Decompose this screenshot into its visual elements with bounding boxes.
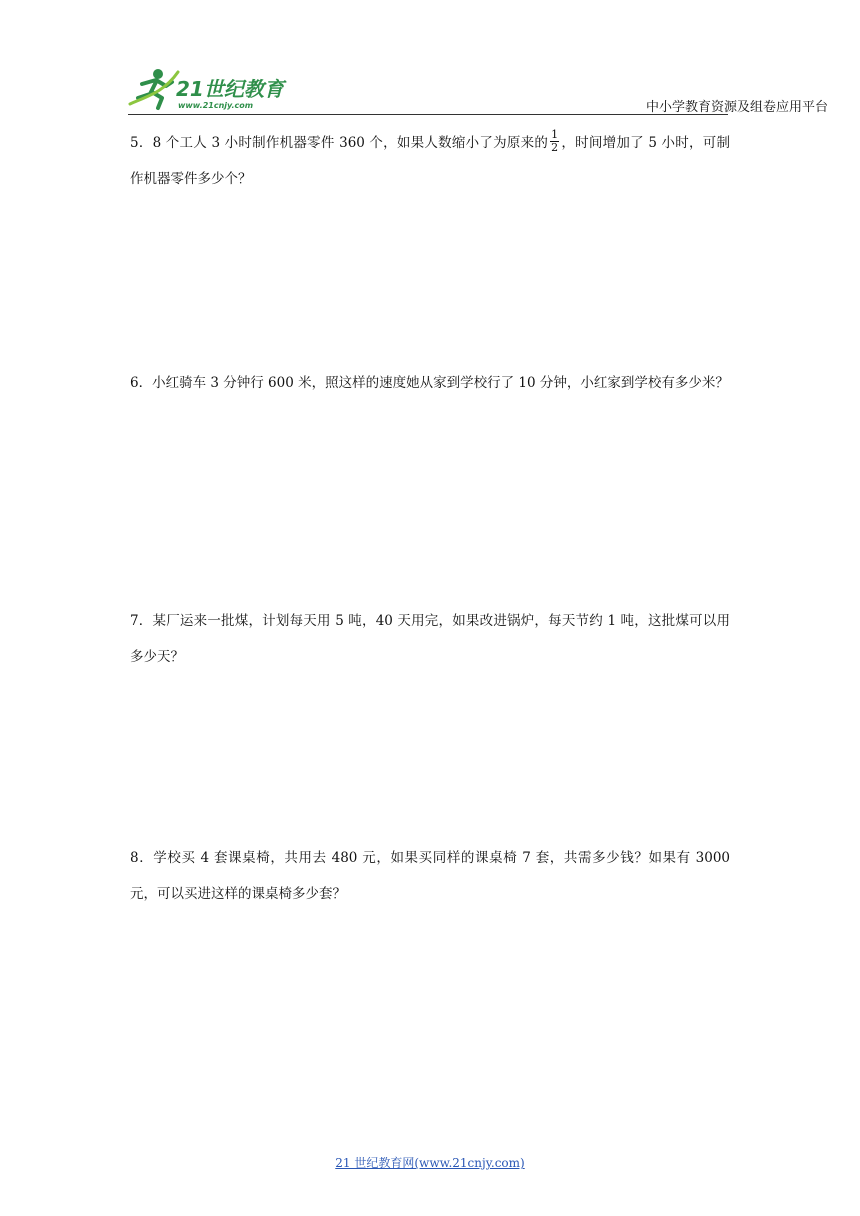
question-6 bbox=[130, 365, 730, 401]
question-text-part-2: ，时间增加了 5 小时，可制作机器零件多少个？ bbox=[130, 135, 730, 187]
question-number: 7 bbox=[130, 613, 139, 629]
fraction-numerator: 1 bbox=[551, 128, 559, 141]
question-text: ．学校买 4 套课桌椅，共用去 480 元，如果买同样的课桌椅 7 套，共需多少钱？如果有 3000 元，可以买进这样的课桌椅多少套？ bbox=[130, 850, 730, 902]
question-7 bbox=[130, 603, 730, 675]
runner-icon bbox=[130, 69, 178, 108]
header-divider bbox=[128, 114, 728, 115]
fraction-one-half bbox=[550, 129, 559, 154]
fraction-denominator: 2 bbox=[551, 141, 559, 154]
question-text: ．小红骑车 3 分钟行 600 米，照这样的速度她从家到学校行了 10 分钟，小红家到学校有多少米？ bbox=[138, 375, 729, 391]
logo-text: 21世纪教育 bbox=[176, 77, 284, 101]
question-number: 6 bbox=[130, 375, 139, 391]
page-header bbox=[128, 66, 828, 118]
question-number: 8 bbox=[130, 850, 139, 866]
question-text: ．某厂运来一批煤，计划每天用 5 吨，40 天用完，如果改进锅炉，每天节约 1 吨，这批煤可以用多少天？ bbox=[130, 613, 730, 665]
platform-name: 中小学教育资源及组卷应用平台 bbox=[645, 100, 828, 115]
question-5 bbox=[130, 125, 730, 197]
footer-link[interactable]: 21 世纪教育网(www.21cnjy.com) bbox=[335, 1156, 525, 1170]
question-number: 5 bbox=[130, 135, 139, 151]
page-footer bbox=[0, 1154, 860, 1171]
logo-21cnjy bbox=[128, 66, 308, 112]
question-8 bbox=[130, 840, 730, 912]
logo-url-text: www.21cnjy.com bbox=[178, 101, 254, 110]
question-text-part-1: ．8 个工人 3 小时制作机器零件 360 个，如果人数缩小了为原来的 bbox=[138, 135, 549, 151]
